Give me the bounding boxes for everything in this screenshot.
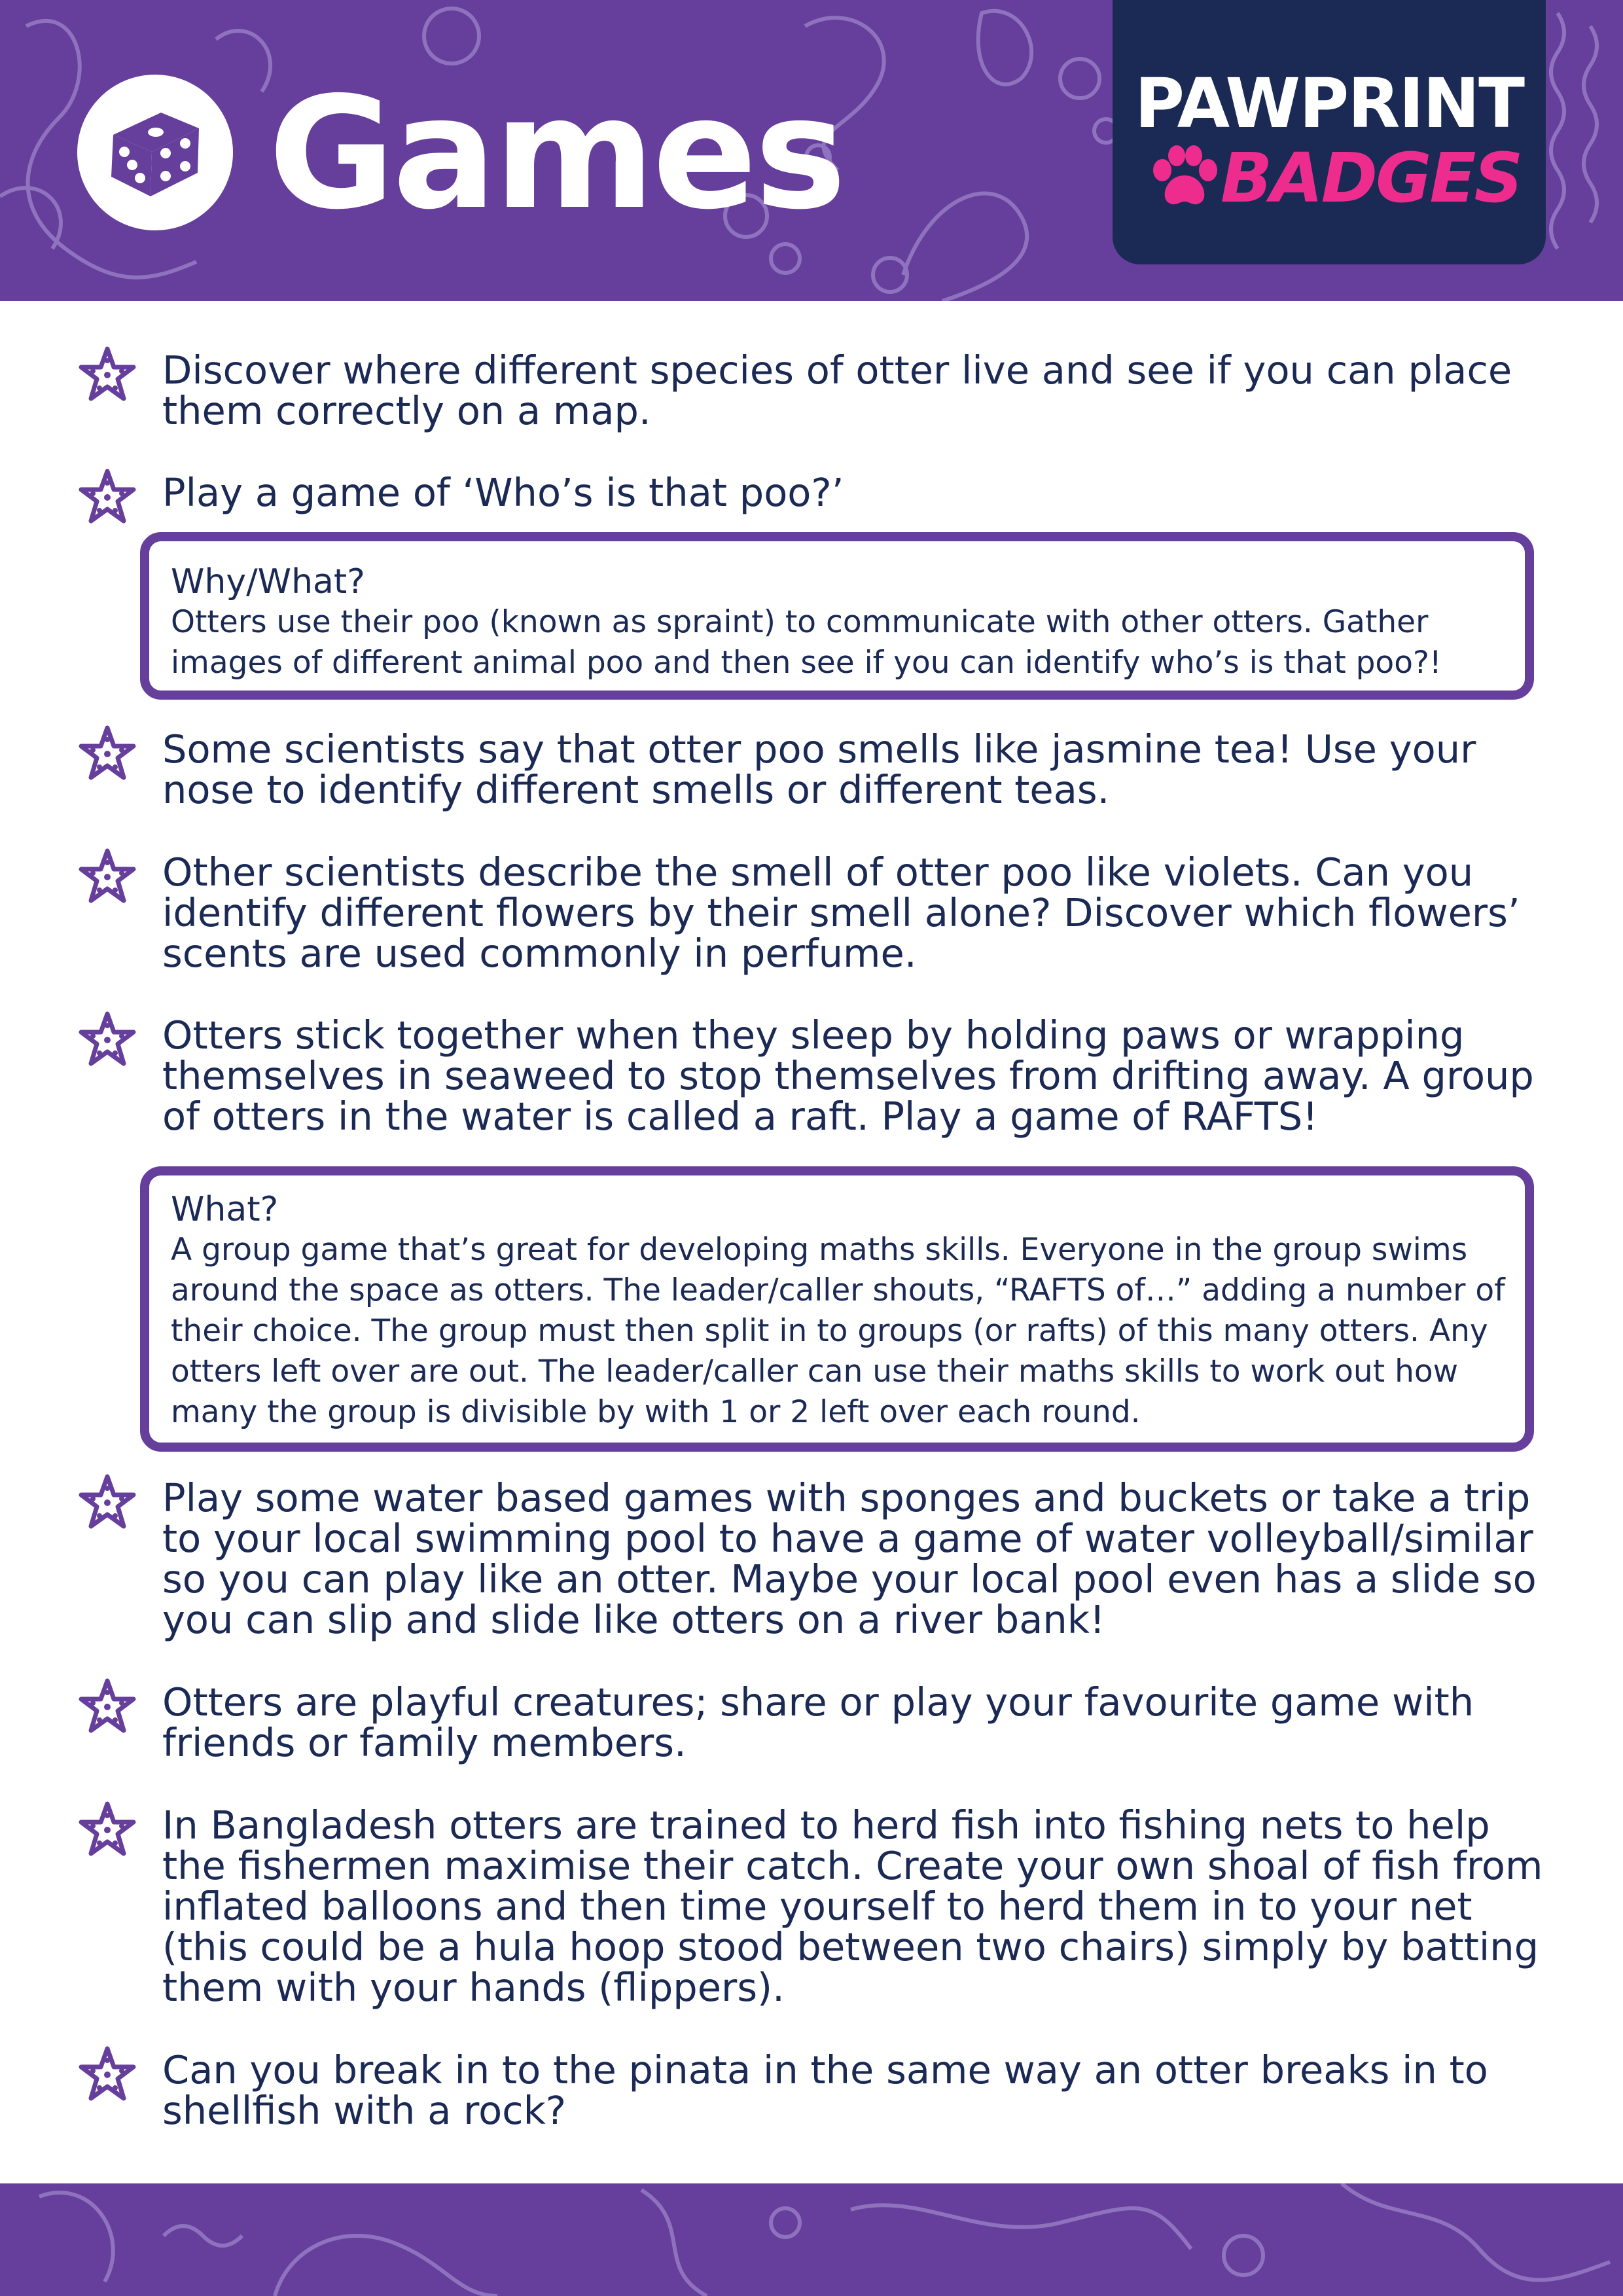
activity-text: Otters stick together when they sleep by holding paws or wrapping themselves in seaweed to stop themselves from drifting away. A group of otters in the water is called a raft. Play a game of RAFTS!: [162, 1013, 1534, 1139]
activity-text: Otters are playful creatures; share or play your favourite game with friends or family members.: [162, 1679, 1474, 1765]
activity-text: Some scientists say that otter poo smells like jasmine tea! Use your nose to identify different smells or different teas.: [162, 726, 1476, 812]
starfish-icon: [77, 1800, 137, 1857]
info-box-title: What?: [171, 1190, 279, 1229]
info-box-what: [140, 1166, 1534, 1452]
starfish-icon: [77, 724, 137, 781]
info-box-text: A group game that’s great for developing maths skills. Everyone in the group swims around the space as otters. The leader/caller shouts, “RAFTS of…” adding a number of their choice. The group must then split in to groups (or rafts) of this many otters. Any otters left over are out. The leader/caller can use their maths skills to work out how many the group is divisible by with 1 or 2 left over each round.: [171, 1232, 1505, 1430]
activity-text: In Bangladesh otters are trained to herd fish into fishing nets to help the fishermen maximise their catch. Create your own shoal of fish from inflated balloons and then time yourself to herd them in to your net (this could be a hula hoop stood between two chairs) simply by batting them with your hands (flippers).: [162, 1803, 1543, 2010]
starfish-icon: [77, 345, 137, 403]
pawprint-badges-logo: [1113, 0, 1546, 264]
paw-icon: [1150, 145, 1219, 208]
dice-icon: [77, 75, 233, 230]
starfish-icon: [77, 467, 137, 525]
starfish-icon: [77, 1677, 137, 1734]
dice-icon-badge: [77, 75, 233, 230]
activity-text: Play a game of ‘Who’s is that poo?’: [162, 470, 844, 515]
activity-text: Other scientists describe the smell of otter poo like violets. Can you identify different flowers by their smell alone? Discover which flowers’ scents are used commonly in perfume.: [162, 850, 1520, 976]
logo-line-1: PAWPRINT: [1134, 63, 1524, 143]
activity-text: Can you break in to the pinata in the same way an otter breaks in to shellfish with a rock?: [162, 2047, 1488, 2133]
info-box-why-what: [140, 532, 1534, 700]
page-title: Games: [268, 63, 844, 243]
starfish-icon: [77, 1010, 137, 1067]
starfish-icon: [77, 1473, 137, 1530]
activity-text: Play some water based games with sponges and buckets or take a trip to your local swimming pool to have a game of water volleyball/similar so you can play like an otter. Maybe your local pool even has a slide so you can slip and slide like otters on a river bank!: [162, 1475, 1537, 1642]
starfish-icon: [77, 2045, 137, 2102]
footer-banner: [0, 2183, 1623, 2296]
activity-text: Discover where different species of otter live and see if you can place them correctly on a map.: [162, 348, 1512, 433]
ocean-doodle-decoration: [0, 2183, 1623, 2296]
starfish-icon: [77, 847, 137, 905]
info-box-text: Otters use their poo (known as spraint) to communicate with other otters. Gather images of different animal poo and then see if you can identify who’s is that poo?!: [171, 604, 1442, 681]
header-banner: [0, 0, 1623, 301]
logo-line-2: BADGES: [1221, 138, 1522, 218]
info-box-title: Why/What?: [171, 562, 365, 601]
